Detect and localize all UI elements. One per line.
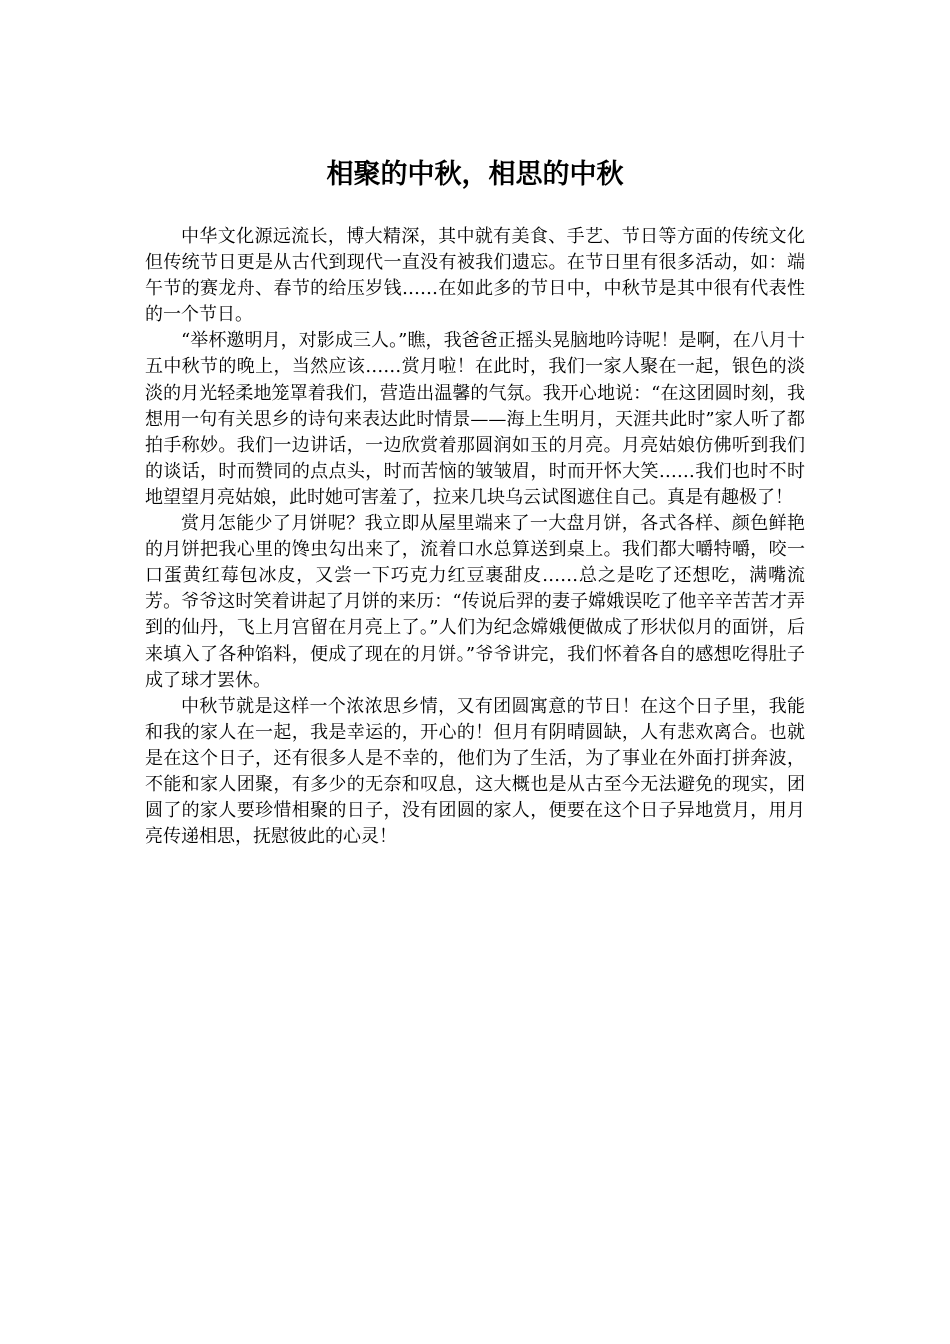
paragraph-4: 中秋节就是这样一个浓浓思乡情，又有团圆寓意的节日！在这个日子里，我能和我的家人在一起，我是幸运的，开心的！但月有阴晴圆缺，人有悲欢离合。也就是在这个日子，还有很多人是不幸的，他们为了生活，为了事业在外面打拼奔波，不能和家人团聚，有多少的无奈和叹息，这大概也是从古至今无法避免的现实，团圆了的家人要珍惜相聚的日子，没有团圆的家人，便要在这个日子异地赏月，用月亮传递相思，抚慰彼此的心灵！ [145,695,805,848]
paragraph-1: 中华文化源远流长，博大精深，其中就有美食、手艺、节日等方面的传统文化但传统节日更是从古代到现代一直没有被我们遗忘。在节日里有很多活动，如：端午节的赛龙舟、春节的给压岁钱……在如此多的节日中，中秋节是其中很有代表性的一个节日。 [145,226,805,326]
paragraph-2: “举杯邀明月，对影成三人。”瞧，我爸爸正摇头晃脑地吟诗呢！是啊，在八月十五中秋节的晚上，当然应该……赏月啦！在此时，我们一家人聚在一起，银色的淡淡的月光轻柔地笼罩着我们，营造出温馨的气氛。我开心地说：“在这团圆时刻，我想用一句有关思乡的诗句来表达此时情景——海上生明月，天涯共此时”家人听了都拍手称妙。我们一边讲话，一边欣赏着那圆润如玉的月亮。月亮姑娘仿佛听到我们的谈话，时而赞同的点点头，时而苦恼的皱皱眉，时而开怀大笑……我们也时不时地望望月亮姑娘，此时她可害羞了，拉来几块乌云试图遮住自己。真是有趣极了！ [145,330,805,508]
page-title: 相聚的中秋，相思的中秋 [326,159,624,190]
article-body [145,224,805,850]
paragraph-3: 赏月怎能少了月饼呢？我立即从屋里端来了一大盘月饼，各式各样、颜色鲜艳的月饼把我心里的馋虫勾出来了，流着口水总算送到桌上。我们都大嚼特嚼，咬一口蛋黄红莓包冰皮，又尝一下巧克力红豆裹甜皮……总之是吃了还想吃，满嘴流芳。爷爷这时笑着讲起了月饼的来历：“传说后羿的妻子嫦娥误吃了他辛辛苦苦才弄到的仙丹，飞上月宫留在月亮上了。”人们为纪念嫦娥便做成了形状似月的面饼，后来填入了各种馅料，便成了现在的月饼。”爷爷讲完，我们怀着各自的感想吃得肚子成了球才罢休。 [145,513,805,691]
